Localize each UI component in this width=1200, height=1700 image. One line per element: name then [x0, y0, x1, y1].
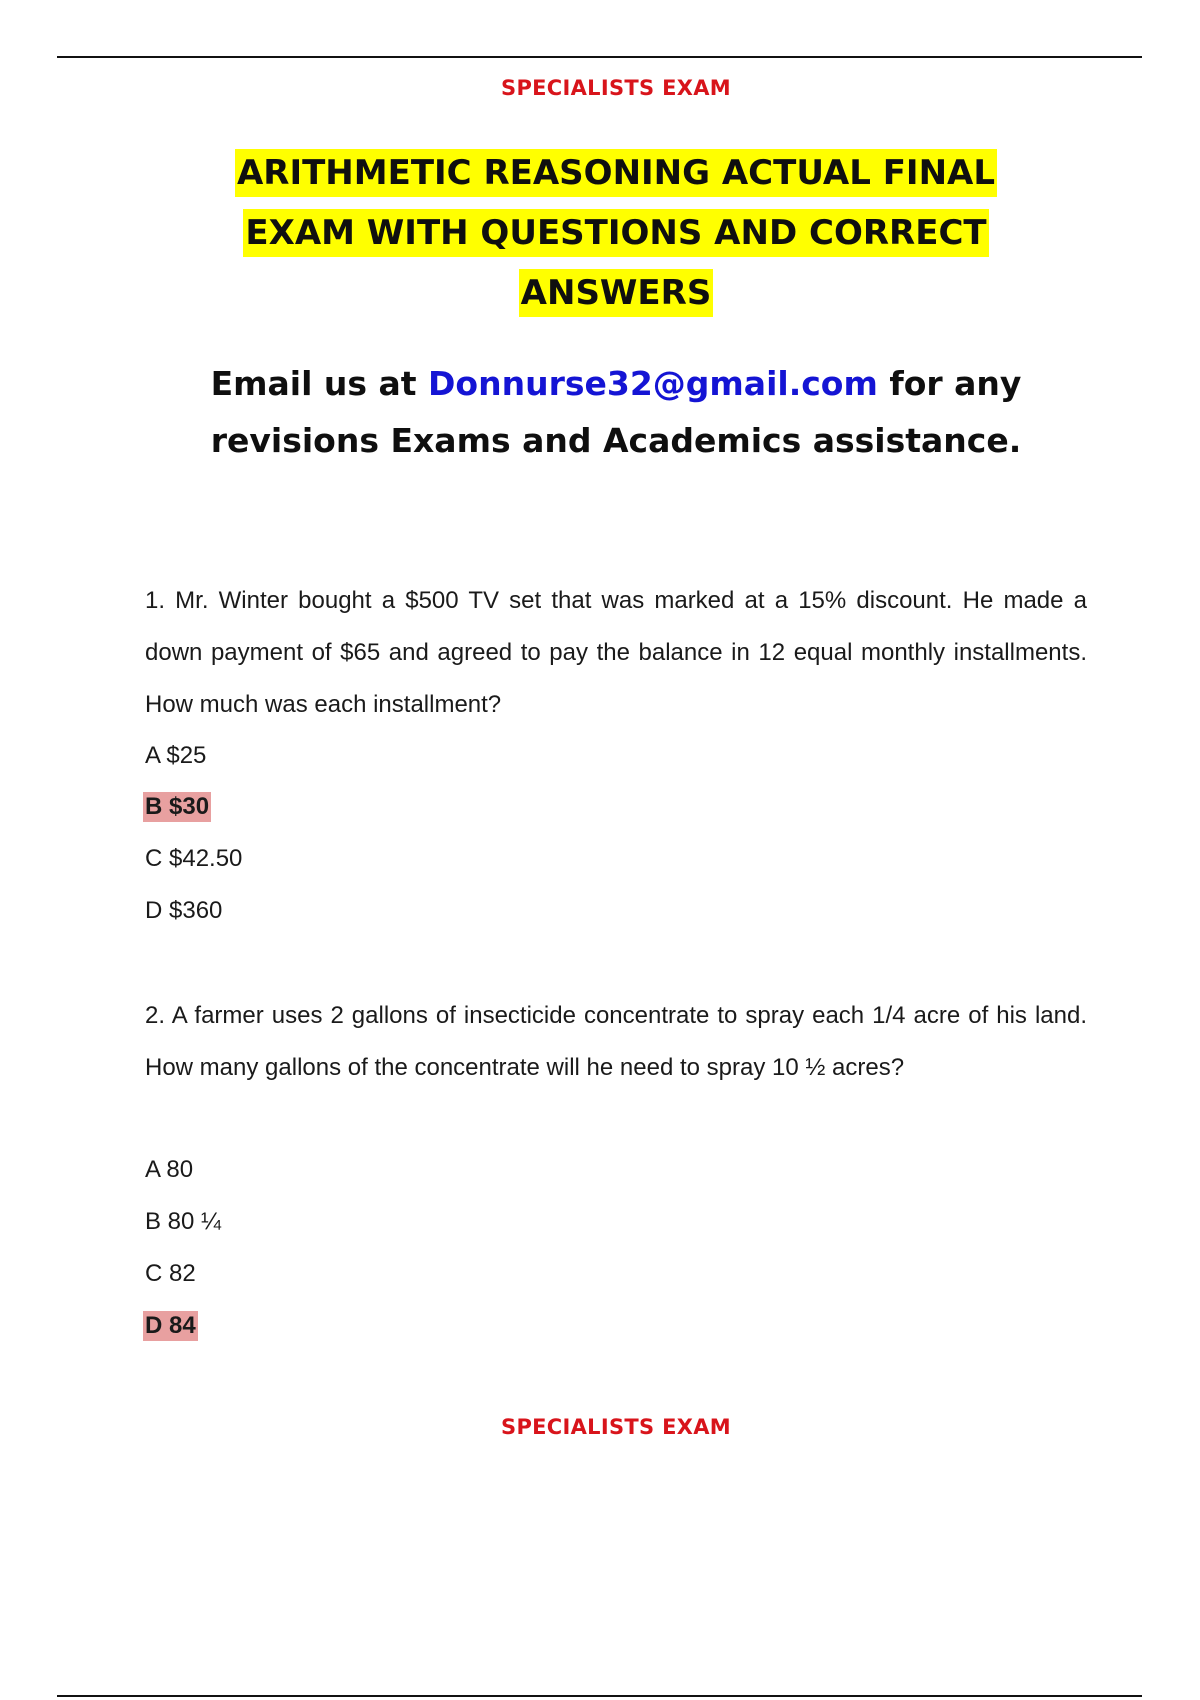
option-2b: B 80 ¼ — [145, 1208, 222, 1235]
title-line-2: EXAM WITH QUESTIONS AND CORRECT — [243, 209, 988, 257]
email-link[interactable]: Donnurse32@gmail.com — [428, 364, 878, 403]
document-title — [0, 143, 1200, 323]
option-1d: D $360 — [145, 897, 223, 924]
title-line-1: ARITHMETIC REASONING ACTUAL FINAL — [235, 149, 997, 197]
option-2a: A 80 — [145, 1156, 194, 1183]
question-2 — [145, 990, 1087, 1094]
contact-notice — [0, 355, 1200, 469]
question-text: 1. Mr. Winter bought a $500 TV set that was marked at a 15% discount. He made a down payment of $65 and agreed to pay the balance in 12 equal monthly installments. How much was each installment? — [145, 587, 1087, 718]
question-text: 2. A farmer uses 2 gallons of insecticide concentrate to spray each 1/4 acre of his land. How many gallons of the concentrate will he need to spray 10 ½ acres? — [145, 1002, 1087, 1081]
option-2c: C 82 — [145, 1260, 196, 1287]
option-1a: A $25 — [145, 742, 207, 769]
footer-label: SPECIALISTS EXAM — [501, 1415, 731, 1439]
option-2d-correct: D 84 — [145, 1312, 196, 1339]
bottom-rule — [57, 1695, 1142, 1697]
contact-line-2: revisions Exams and Academics assistance. — [210, 421, 1022, 460]
option-1b-correct: B $30 — [145, 793, 210, 820]
title-line-3: ANSWERS — [519, 269, 714, 317]
option-1c: C $42.50 — [145, 845, 243, 872]
contact-suffix: for any — [877, 364, 1022, 403]
top-rule — [57, 56, 1142, 58]
question-1 — [145, 575, 1087, 731]
header-label: SPECIALISTS EXAM — [501, 76, 731, 100]
contact-prefix: Email us at — [210, 364, 429, 403]
